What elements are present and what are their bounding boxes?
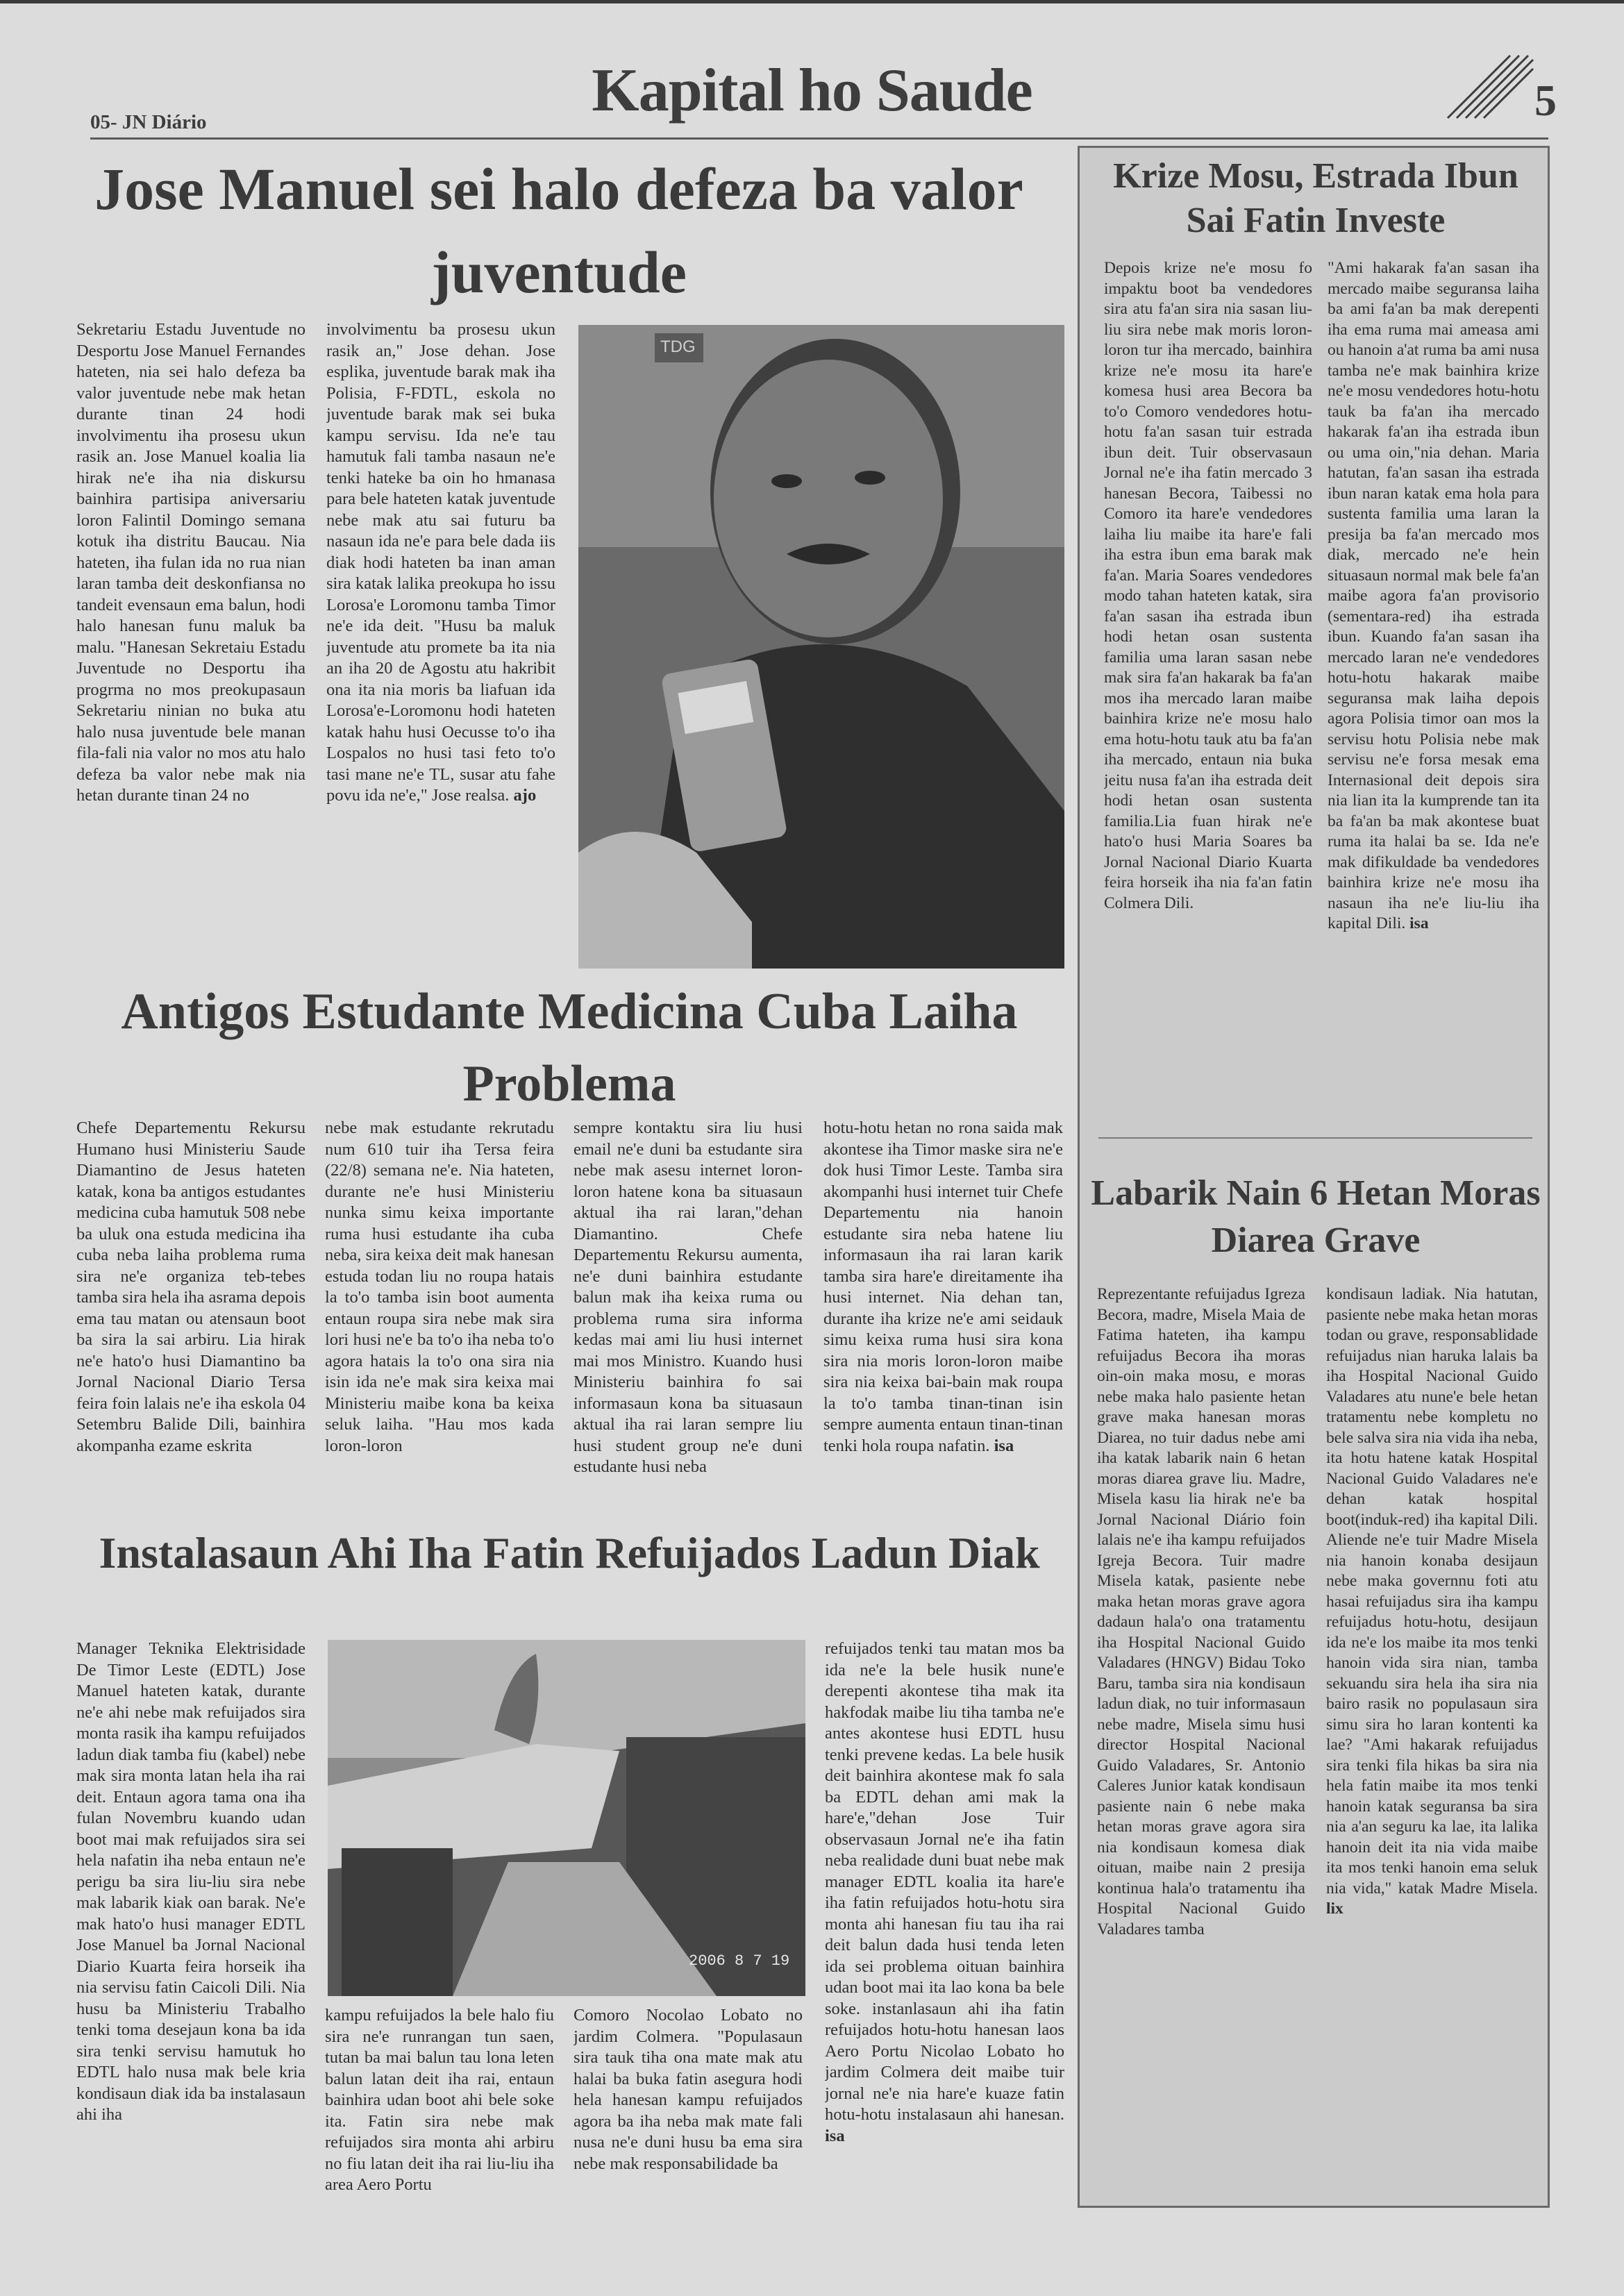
sidebar2-signature: lix — [1326, 1900, 1343, 1918]
article1-col1-text: Sekretariu Estadu Juventude no Desportu Jose Manuel Fernandes hateten, nia sei halo defeza ba valor juventude nebe mak hetan durante tinan 24 hodi involvimentu iha prosesu ukun rasik an. Jose Manuel koalia lia hirak ne'e iha nia diskursu bainhira partisipa aniversariu loron Falintil Domingo semana kotuk iha distritu Baucau. Nia hateten, iha fulan ida no rua nian laran tamba deit deskonfiansa no tandeit evensaun ema balun, hodi halo hanesan funu maluk ba malu. "Hanesan Sekretaiu Estadu Juventude no Desportu iha progrma no mos preokupasaun Sekretariu ninian no buka atu halo nusa juventude bele manan fila-fali nia valor no mos atu halo defeza ba valor nebe mak nia hetan durante tinan 24 no — [76, 320, 305, 805]
article1-col2 — [326, 319, 555, 972]
article2-col4-text: hotu-hotu hetan no rona saida mak akontese iha Timor maske sira ne'e dok husi Timor Leste. Tamba sira akompanhi husi internet tuir Chefe Departementu nia hanoin estudante sira neba hatene liu informasaun iha rai laran karik tamba sira hare'e direitamente iha husi internet. Nia dehan tan, durante iha krize ne'e ami seidauk simu keixa ruma husi sira kona sira nia moris loron-loron maibe sira nia keixa bai-bain mak roupa la to'o tamba tinan-tinan isin sempre aumenta entaun tinan-tinan tenki hola roupa nafatin. — [823, 1118, 1063, 1455]
article2-col3-text: sempre kontaktu sira liu husi email ne'e duni ba estudante sira nebe mak asesu internet loron-loron hatene kona ba situasaun aktual iha rai laran,"dehan Diamantino. Chefe Departementu Rekursu aumenta, ne'e duni bainhira estudante balun mak iha keixa ruma ou problema ruma sira informa kedas mai ami liu husi internet mai mos Ministro. Kuando husi Ministeriu bainhira fo sai informasaun kona ba situasaun aktual iha rai laran sempre liu husi student group ne'e duni estudante husi neba — [574, 1118, 803, 1476]
sidebar2-col2 — [1326, 1284, 1538, 2187]
article1-photo — [578, 325, 1064, 969]
article3-col1 — [76, 1639, 305, 2249]
sidebar1-col2 — [1328, 258, 1539, 1137]
sidebar1-headline: Krize Mosu, Estrada Ibun Sai Fatin Investe — [1113, 156, 1518, 240]
article3-headline: Instalasaun Ahi Iha Fatin Refuijados Ladun Diak — [99, 1528, 1040, 1577]
article3-photo — [328, 1640, 805, 1996]
publication-name: 05- JN Diário — [90, 111, 207, 133]
sidebar1-col1-text: Depois krize ne'e mosu fo impaktu boot ba vendedores sira atu fa'an sira nia sasan liu-liu sira nebe mak moris loron-loron tur iha mercado, bainhira krize ne'e mosu ita hare'e komesa husi area Becora ba to'o Comoro vendedores hotu-hotu fa'an sasan tuir estrada ibun deit. Tuir observasaun Jornal ne'e iha fatin mercado 3 hanesan Becora, Taibessi no Comoro ita hare'e vendedores laiha liu maibe ita hare'e fali iha estra ibun ema barak mak fa'an. Maria Soares vendedores modo tahan hateten katak, sira fa'an sasan iha estrada ibun hodi hetan osan sustenta familia uma laran sasan nebe mak sira fa'an hakarak ba fa'an mos iha mercado laran maibe bainhira krize ne'e mosu halo ema hotu-hotu tauk atu ba fa'an iha mercado, entaun nia buka jeitu nusa fa'an iha estrada deit hodi hetan osan sustenta familia.Lia fuan hirak ne'e hato'o husi Maria Soares ba Jornal Nacional Diario Kuarta feira horseik iha nia fa'an fatin Colmera Dili. — [1104, 259, 1312, 912]
article3-col2-text: kampu refuijados la bele halo fiu sira ne'e runrangan tun saen, tutan ba mai balun tau lona leten balun latan deit iha rai, entaun bainhira udan boot ahi bele soke ita. Fatin sira nebe mak refuijados sira monta ahi arbiru no fiu latan deit iha rai liu-liu iha area Aero Portu — [325, 2006, 554, 2194]
hatch-ornament-icon — [1444, 49, 1534, 125]
article1-col1 — [76, 319, 305, 972]
article3-col2 — [325, 2005, 554, 2255]
sidebar2-col1 — [1097, 1284, 1305, 2187]
article3-col4 — [825, 1639, 1064, 2249]
article3-col1-text: Manager Teknika Elektrisidade De Timor Leste (EDTL) Jose Manuel hateten katak, durante ne'e ahi nebe mak refuijados sira monta rasik iha kampu refuijados ladun diak tamba fiu (kabel) nebe mak sira monta latan hela iha rai deit. Entaun agora tama ona iha fulan Novembru kuando udan boot mai mak refuijados sira sei hela nafatin iha neba entaun ne'e perigu ba sira liu-liu sira nebe mak labarik kiak oan barak. Ne'e mak hato'o husi manager EDTL Jose Manuel ba Jornal Nacional Diario Kuarta feira horseik iha nia servisu fatin Caicoli Dili. Nia husu ba Ministeriu Trabalho tenki toma desejaun kona ba ida sira tenki servisu hamutuk ho EDTL halo nusa mak bele kria kondisaun diak ida ba instalasaun ahi iha — [76, 1639, 305, 2124]
article3-signature: isa — [825, 2126, 845, 2145]
sidebar2-col2-text: kondisaun ladiak. Nia hatutan, pasiente nebe maka hetan moras todan ou grave, responsablidade refuijadus nian haruka lalais ba iha Hospital Nacional Guido Valadares atu nune'e bele hetan tratamentu nebe kompletu no bele salva sira nia vida iha neba, ita hotu hatene katak Hospital Nacional Guido Valadares ne'e dehan katak hospital boot(induk-red) iha kapital Dili. Aliende ne'e tuir Madre Misela nia hanoin konaba desijaun nebe maka governnu foti atu hasai refuijadus sira iha kampu refuijadus hotu-hotu, desijaun ida ne'e los maibe ita mos tenki hanoin vida sira nian, tamba sekuandu sira hela iha sira nia bairo rasik no populasaun sira simu sira ho laran kontenti ka lae? "Ami hakarak refuijadus sira tenki fila hikas ba sira nia hela fatin maibe ita mos tenki hanoin katak seguransa ba sira nia a'an seguru ka lae, ita lalika hanoin deit ita nia vida maibe ita mos tenki hanoin ema seluk nia vida," katak Madre Misela. — [1326, 1285, 1538, 1897]
section-title: Kapital ho Saude — [592, 57, 1032, 124]
sidebar-divider — [1098, 1137, 1532, 1139]
article3-col3-text: Comoro Nocolao Lobato no jardim Colmera. "Populasaun sira tauk tiha ona mate mak atu halai ba buka fatin asegura hodi hela hanesan kampu refuijados agora ba iha neba mak mate fali nusa ne'e duni husu ba ema sira nebe mak responsabilidade ba — [574, 2006, 803, 2173]
article2-col3 — [574, 1118, 803, 1534]
photo-badge: TDG — [660, 337, 696, 356]
sidebar2-col1-text: Reprezentante refuijadus Igreza Becora, madre, Misela Maia de Fatima hateten, iha kampu refuijadus Becora iha moras oin-oin maka mosu, e moras nebe maka halo pasiente hetan grave maka hanesan moras Diarea, no tuir dadus nebe ami iha katak labarik nain 6 hetan moras diarea grave liu. Madre, Misela kasu lia hirak ne'e ba Jornal Nacional Diário foin lalais ne'e iha kampu refuijados Igreja Becora. Tuir madre Misela katak, pasiente nebe maka hetan moras grave agora dadaun hala'o ona tratamentu iha Hospital Nacional Guido Valadares (HNGV) Bidau Toko Baru, tamba sira nia kondisaun ladun diak, no tuir informasaun nebe madre, Misela simu husi director Hospital Nacional Guido Valadares, Sr. Antonio Caleres Junior katak kondisaun pasiente nain 6 nebe maka hetan moras grave agora sira nia kondisaun komesa diak oituan, maibe nain 2 presija kontinua hala'o tratamentu iha Hospital Nacional Guido Valadares tamba — [1097, 1285, 1305, 1938]
sidebar1-col1 — [1104, 258, 1312, 1137]
article3-col3 — [574, 2005, 803, 2255]
article2-col1-text: Chefe Departementu Rekursu Humano husi Ministeriu Saude Diamantino de Jesus hateten katak, kona ba antigos estudantes medicina cuba hamutuk 508 nebe ba uluk ona estuda medicina iha cuba neba laiha problema ruma sira ne'e organiza teb-tebes tamba sira hela iha asrama depois ema tau matan ou atensaun boot ba sira la sai arbiru. Lia hirak ne'e hato'o husi Diamantino ba Jornal Nacional Diario Tersa feira foin lalais ne'e iha eskola 04 Setembru Balide Dili, bainhira akompanha ezame eskrita — [76, 1118, 305, 1455]
article1-col2-text: involvimentu ba prosesu ukun rasik an," Jose dehan. Jose esplika, juventude barak mak iha Polisia, F-FDTL, eskola no juventude barak mak sei buka kampu servisu. Ida ne'e tau hamutuk fali tamba nasaun ne'e tenki hateke ba oin ho hmanasa para bele hateten katak juventude nebe mak atu sai futuru ba nasaun ida ne'e para bele dada iis diak hodi hateten ba inan aman sira katak lalika preokupa ho issu Lorosa'e Loromonu tamba Timor ne'e ida deit. "Husu ba maluk juventude atu promete ba ita nia an iha 20 de Agostu atu hakribit ona ita nia moris ba liafuan ida Lorosa'e-Loromonu hodi hateten katak hahu husi Oecusse to'o iha Lospalos no husi tasi feto to'o tasi mane ne'e TL, susar atu fahe povu ida ne'e," Jose realsa. — [326, 320, 555, 805]
sidebar2-headline: Labarik Nain 6 Hetan Moras Diarea Grave — [1091, 1173, 1541, 1260]
sidebar1-col2-text: "Ami hakarak fa'an sasan iha mercado maibe seguransa laiha ba ami fa'an ba mak derepenti iha ema ruma mai ameasa ami ou hanoin a'at ruma ba ami nusa tamba ne'e mak bainhira krize ne'e mosu vendedores hotu-hotu tauk ba fa'an iha mercado hakarak fa'an iha estrada ibun ou uma oin,"nia dehan. Maria hatutan, fa'an sasan iha estrada ibun naran katak ema hola para sustenta familia uma laran la presija ba fa'an mercado mos diak, mercado ne'e hein situasaun normal mak bele fa'an maibe agora fa'an provisorio (sementara-red) iha estrada ibun. Kuando fa'an sasan iha mercado laran ne'e vendedores hotu-hotu hakarak maibe seguransa mak laiha depois agora Polisia timor oan mos la servisu hotu Polisia nebe mak servisu ne'e forsa mesak ema Internasional deit depois sira nia lian ita la kumprende tan ita ba fa'an ba mak akontese buat ruma ita halai ba se. Ida ne'e mak difikuldade ba vendedores bainhira krize ne'e mosu iha nasaun iha ne'e liu-liu iha kapital Dili. — [1328, 259, 1539, 932]
article2-col2-text: nebe mak estudante rekrutadu num 610 tuir iha Tersa feira (22/8) semana ne'e. Nia hateten, durante ne'e husi Ministeriu nunka simu keixa importante ruma husi estudante iha cuba neba, sira keixa deit mak hanesan estuda todan liu no roupa hatais la to'o tamba isin boot aumenta entaun roupa sira nebe mak sira lori husi ne'e ba to'o iha neba to'o agora hatais la to'o ona sira nia isin ida ne'e mak sira keixa mai Ministeriu maibe kona ba keixa seluk laiha. "Hau mos kada loron-loron — [325, 1118, 554, 1455]
article2-col4 — [823, 1118, 1063, 1534]
article1-signature: ajo — [513, 786, 537, 805]
article2-signature: isa — [994, 1436, 1014, 1455]
article1-headline: Jose Manuel sei halo defeza ba valor juventude — [94, 156, 1023, 305]
article2-col2 — [325, 1118, 554, 1534]
top-border — [0, 0, 1624, 3]
sidebar1-signature: isa — [1409, 914, 1429, 932]
article2-col1 — [76, 1118, 305, 1534]
photo-date-stamp: 2006 8 7 19 — [689, 1952, 790, 1970]
article2-headline: Antigos Estudante Medicina Cuba Laiha Problema — [121, 983, 1018, 1112]
article3-col4-text: refuijados tenki tau matan mos ba ida ne'e la bele husik nune'e derepenti akontese tiha mak ita hakfodak maibe liu tiha tamba ne'e antes akontese husi EDTL husu tenki prevene kedas. La bele husik deit bainhira akontese mak fo sala ba EDTL dehan ami mak la hare'e,"dehan Jose Tuir observasaun Jornal ne'e iha fatin neba realidade duni buat nebe mak manager EDTL koalia ita hare'e iha fatin refuijados hotu-hotu sira monta ahi hanesan fiu tau iha rai deit balun dada husi tenda leten ida sei problema oituan bainhira udan boot mai ita lao kona ba bele soke. instanlasaun ahi iha fatin refuijados hotu-hotu hanesan laos Aero Portu Nicolao Lobato ho jardim Colmera deit maibe tuir jornal ne'e nia hare'e kuaze fatin hotu-hotu instalasaun ahi hanesan. — [825, 1639, 1064, 2124]
page-number: 5 — [1534, 76, 1557, 125]
header-rule — [90, 137, 1548, 140]
